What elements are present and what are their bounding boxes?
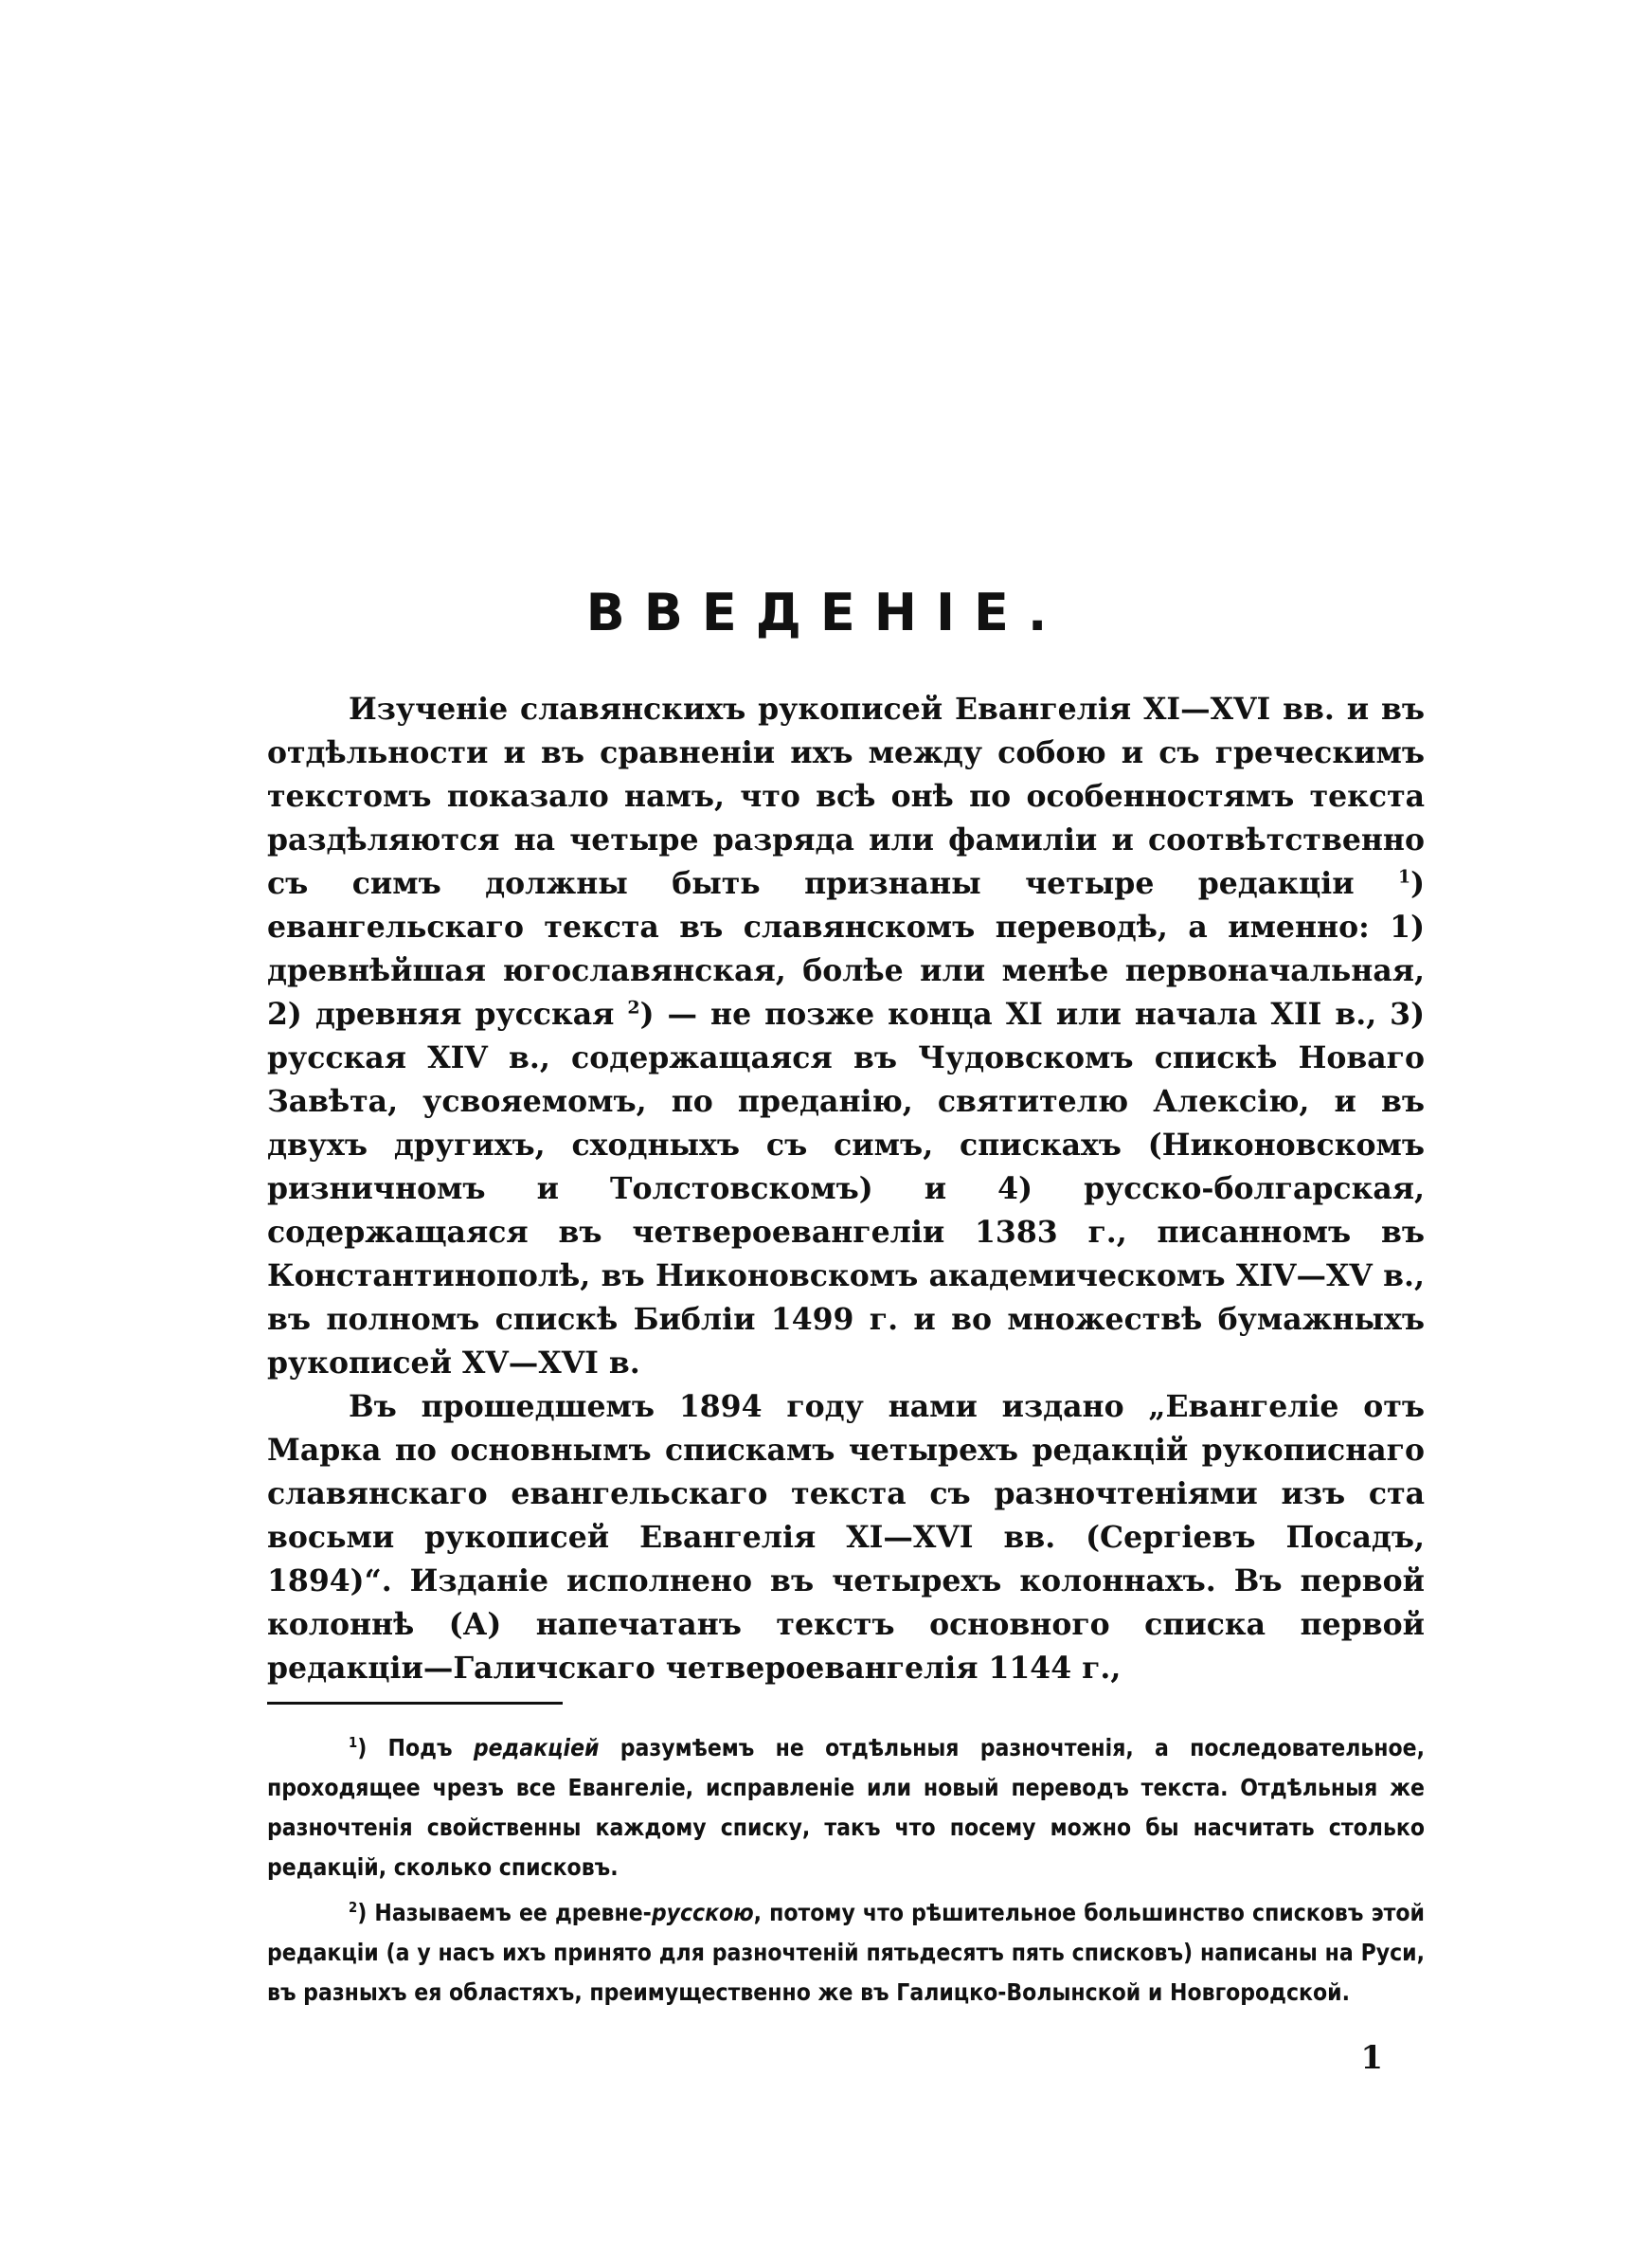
footnote-2 [267,1893,1425,2013]
main-text [267,688,1425,1690]
footnote-2-pre: ) Называемъ ее древне- [357,1899,652,1926]
footnote-2-emphasis: русскою [651,1899,754,1926]
footnotes [267,1728,1425,2018]
page-number: 1 [1360,2039,1383,2077]
footnote-1 [267,1728,1425,1887]
paragraph-2: Въ прошедшемъ 1894 году нами издано „Евангеліе отъ Марка по основнымъ спискамъ четырехъ редакцій рукописнаго славянскаго евангельскаго текста съ разночтеніями изъ ста восьми рукописей Евангелія XI—XVI вв. (Сергіевъ Посадъ, 1894)“. Изданіе исполнено въ четырехъ колоннахъ. Въ первой колоннѣ (А) напечатанъ текстъ основного списка первой редакціи—Галичскаго четвероевангелія 1144 г., [267,1389,1425,1686]
paragraph-1 [267,688,1425,1385]
page-title: ВВЕДЕНІЕ. [585,583,1067,642]
paragraph-1-text-b: ) евангельскаго текста въ славянскомъ переводѣ, а именно: 1) древнѣйшая югославянская, болѣе или менѣе первоначальная, 2) древняя русская [267,866,1425,1032]
paragraph-1-text-a: Изученіе славянскихъ рукописей Евангелія XI—XVI вв. и въ отдѣльности и въ сравненіи ихъ между собою и съ греческимъ текстомъ показало намъ, что всѣ онѣ по особенностямъ текста раздѣляются на четыре разряда или фамиліи и соотвѣтственно съ симъ должны быть признаны четыре редакціи [267,692,1425,901]
footnote-1-emphasis: редакціей [473,1734,600,1761]
footnote-marker: 1 [349,1734,358,1751]
footnote-1-pre: ) Подъ [357,1734,474,1761]
footnote-1-post: разумѣемъ не отдѣльныя разночтенія, а последовательное, проходящее чрезъ все Евангеліе, исправленіе или новый переводъ текста. Отдѣльныя же разночтенія свойственны каждому списку, такъ что посему можно бы насчитать столько редакцій, сколько списковъ. [267,1734,1425,1881]
footnote-ref-2: 2 [627,997,640,1019]
footnote-ref-1: 1 [1397,866,1411,888]
footnote-separator [267,1702,563,1705]
paragraph-1-text-c: ) — не позже конца XI или начала XII в., 3) русская XIV в., содержащаяся въ Чудовскомъ спискѣ Новаго Завѣта, усвояемомъ, по преданію, святителю Алексію, и въ двухъ другихъ, сходныхъ съ симъ, спискахъ (Никоновскомъ ризничномъ и Толстовскомъ) и 4) русско-болгарская, содержащаяся въ четвероевангеліи 1383 г., писанномъ въ Константинополѣ, въ Никоновскомъ академическомъ XIV—XV в., въ полномъ спискѣ Библіи 1499 г. и во множествѣ бумажныхъ рукописей XV—XVI в. [267,997,1426,1381]
footnote-2-post: , потому что рѣшительное большинство списковъ этой редакціи (а у насъ ихъ принято для разночтеній пятьдесятъ пять списковъ) написаны на Руси, въ разныхъ ея областяхъ, преимущественно же въ Галицко-Волынской и Новгородской. [267,1899,1426,2006]
footnote-marker: 2 [349,1899,358,1916]
